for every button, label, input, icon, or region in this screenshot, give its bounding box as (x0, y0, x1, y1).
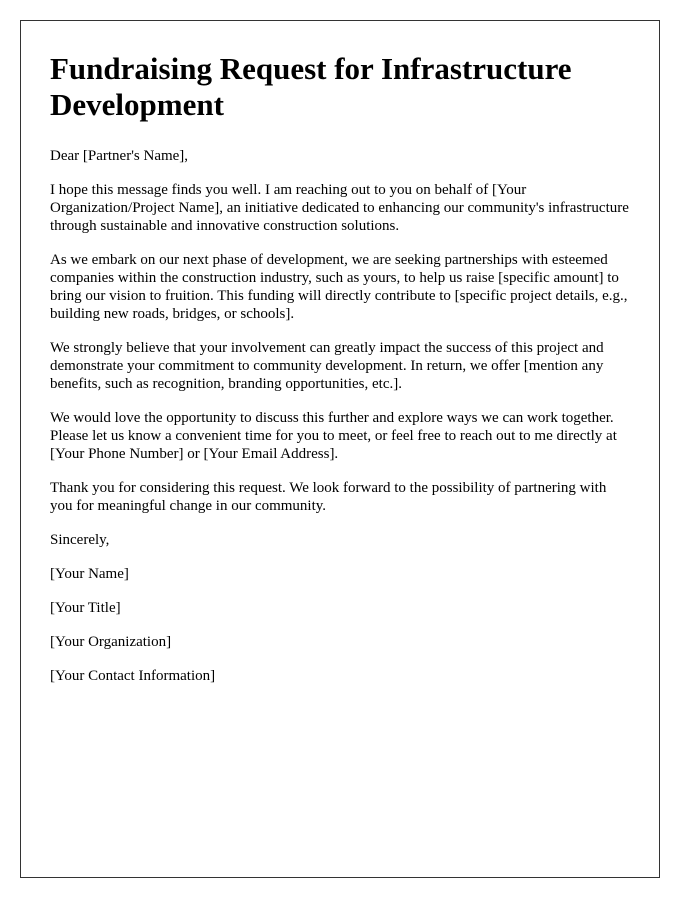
paragraph-request: As we embark on our next phase of development, we are seeking partnerships with esteemed companies within the construction industry, such as yours, to help us raise [specific amount] to bring our vision to fruition. This funding will directly contribute to [specific project details, e.g., building new roads, bridges, or schools]. (50, 252, 628, 322)
signature-organization: [Your Organization] (50, 634, 172, 650)
signature-contact: [Your Contact Information] (50, 668, 216, 684)
closing: Sincerely, (50, 532, 110, 548)
paragraph-discussion: We would love the opportunity to discuss this further and explore ways we can work together. Please let us know a convenient time for you to meet, or feel free to reach out to me directly at [Your Phone Number] or [Your Email Address]. (50, 410, 617, 462)
paragraph-intro: I hope this message finds you well. I am reaching out to you on behalf of [Your Organization/Project Name], an initiative dedicated to enhancing our community's infrastructure through sustainable and innovative construction solutions. (50, 182, 629, 234)
paragraph-benefits: We strongly believe that your involvement can greatly impact the success of this project and demonstrate your commitment to community development. In return, we offer [mention any benefits, such as recognition, branding opportunities, etc.]. (50, 340, 604, 392)
paragraph-thanks: Thank you for considering this request. We look forward to the possibility of partnering with you for meaningful change in our community. (50, 480, 607, 514)
salutation: Dear [Partner's Name], (50, 148, 189, 164)
letter-page (20, 20, 660, 878)
signature-title: [Your Title] (50, 600, 121, 616)
signature-name: [Your Name] (50, 566, 129, 582)
letter-title: Fundraising Request for Infrastructure Development (50, 51, 572, 122)
